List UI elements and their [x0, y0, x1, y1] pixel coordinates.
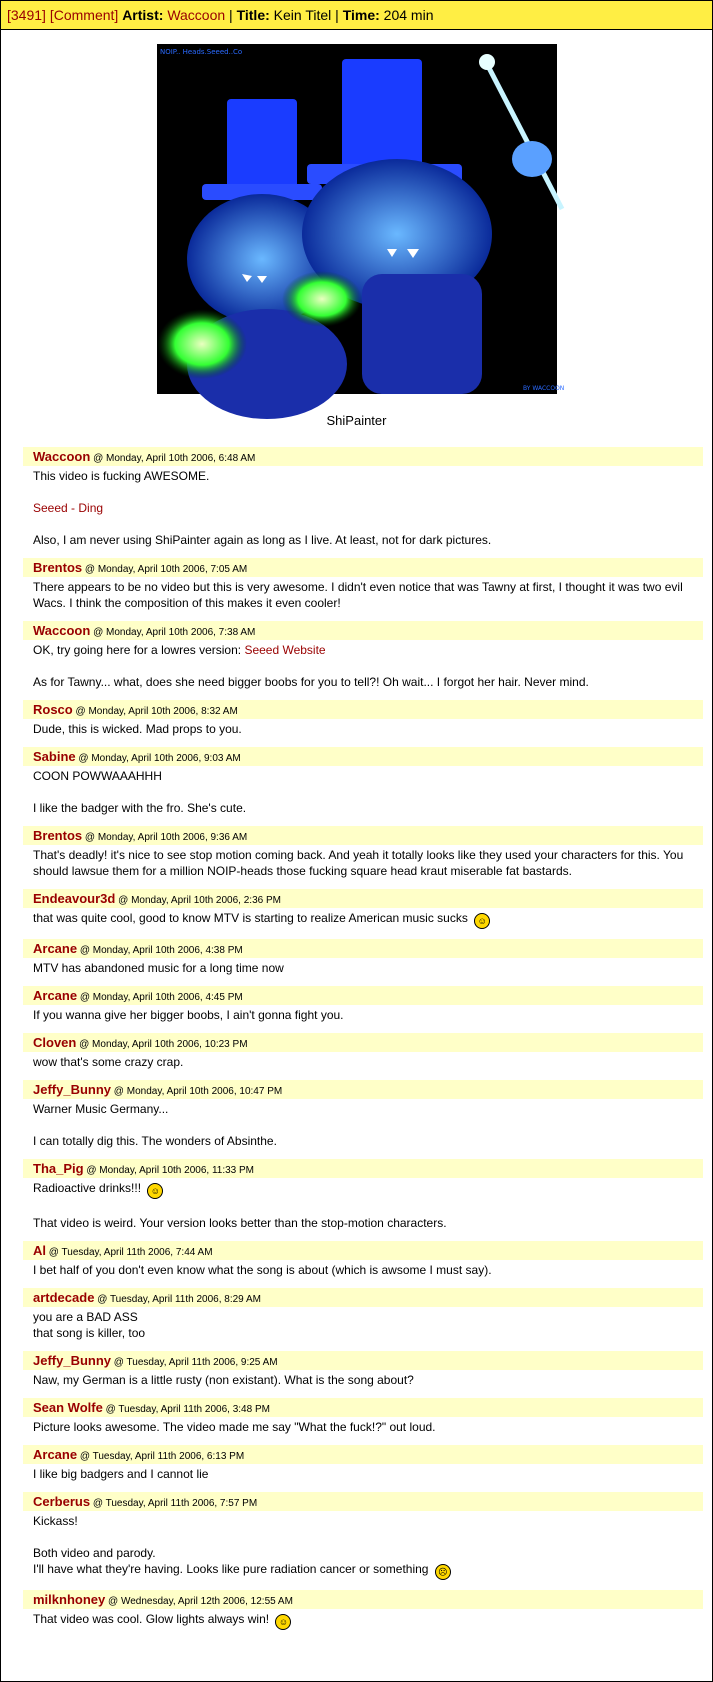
comment-date: @ Monday, April 10th 2006, 7:05 AM [82, 564, 248, 575]
comment-paragraph [33, 1054, 703, 1070]
comment-paragraph [33, 1309, 703, 1341]
comment [23, 621, 703, 696]
comment-text: If you wanna give her bigger boobs, I ain't gonna fight you. [33, 1008, 344, 1022]
comment [23, 1351, 703, 1394]
comment [23, 939, 703, 982]
comment-author[interactable]: Arcane [33, 988, 78, 1003]
comment-body [23, 1178, 703, 1237]
comment-text: you are a BAD ASS [33, 1310, 138, 1324]
comment [23, 1080, 703, 1155]
comment-text: that was quite cool, good to know MTV is starting to realize American music sucks [33, 911, 472, 925]
comment-header [23, 1590, 703, 1609]
comment-paragraph [33, 721, 703, 737]
comment-body [23, 719, 703, 743]
comment-paragraph [33, 1611, 703, 1630]
comment-paragraph [33, 1545, 703, 1580]
artwork-caption: ShiPainter [326, 413, 387, 428]
comment-text: Picture looks awesome. The video made me say "What the fuck!?" out loud. [33, 1420, 436, 1434]
comment-text: That's deadly! it's nice to see stop motion coming back. And yeah it totally looks like they used your characters for this. You should lawsue them for a million NOIP-heads those fucking square head kraut miserable fat bastards. [33, 848, 684, 878]
artist-label: Artist: [122, 7, 164, 23]
comment-paragraph [33, 579, 703, 611]
comment-author[interactable]: Rosco [33, 702, 73, 717]
comment-paragraph [33, 1180, 703, 1199]
smiley-grin-icon: ☺ [275, 1614, 291, 1630]
comment-header [23, 558, 703, 577]
comment [23, 558, 703, 617]
comment-author[interactable]: Sean Wolfe [33, 1400, 103, 1415]
comment-header [23, 1492, 703, 1511]
comment-text: I like the badger with the fro. She's cute. [33, 801, 247, 815]
comment-paragraph [33, 642, 703, 658]
comment-author[interactable]: Endeavour3d [33, 891, 116, 906]
comment-date: @ Monday, April 10th 2006, 11:33 PM [83, 1165, 255, 1176]
comment-body [23, 958, 703, 982]
comment-text: Naw, my German is a little rusty (non existant). What is the song about? [33, 1373, 414, 1387]
comment-body [23, 1307, 703, 1347]
comment-paragraph [33, 468, 703, 484]
comment-text: OK, try going here for a lowres version: [33, 643, 245, 657]
comment-header [23, 889, 703, 908]
comment-date: @ Tuesday, April 11th 2006, 3:48 PM [102, 1404, 270, 1415]
comment-body [23, 1609, 703, 1636]
smiley-grin-icon: ☺ [474, 913, 490, 929]
comment-body [23, 640, 703, 696]
comment-date: @ Tuesday, April 11th 2006, 9:25 AM [111, 1357, 278, 1368]
comment-date: @ Tuesday, April 11th 2006, 7:57 PM [90, 1498, 258, 1509]
comment-paragraph [33, 1419, 703, 1435]
comment-text: I bet half of you don't even know what the song is about (which is awsome I must say). [33, 1263, 492, 1277]
comment-author[interactable]: Arcane [33, 1447, 78, 1462]
comment-text: COON POWWAAAHHH [33, 769, 162, 783]
comment [23, 1398, 703, 1441]
entry-id-link[interactable]: [3491] [7, 7, 46, 23]
time-value: 204 min [383, 7, 434, 23]
comment-text: There appears to be no video but this is very awesome. I didn't even notice that was Tawny at first, I thought it was two evil Wacs. I think the composition of this makes it even cooler! [33, 580, 683, 610]
comment [23, 1033, 703, 1076]
comment [23, 1492, 703, 1586]
comment-text: Both video and parody. [33, 1546, 156, 1560]
comment-author[interactable]: Sabine [33, 749, 76, 764]
comment-header [23, 621, 703, 640]
comment-link[interactable]: Seeed - Ding [33, 501, 104, 515]
comment [23, 986, 703, 1029]
comment [23, 1241, 703, 1284]
comment-header [23, 1159, 703, 1178]
comment-text: Kickass! [33, 1514, 78, 1528]
comment [23, 1445, 703, 1488]
comment-author[interactable]: milknhoney [33, 1592, 106, 1607]
comment-header [23, 1398, 703, 1417]
comment-date: @ Monday, April 10th 2006, 4:38 PM [77, 945, 243, 956]
comment-body [23, 908, 703, 935]
comment-date: @ Monday, April 10th 2006, 9:36 AM [82, 832, 248, 843]
comment-text: This video is fucking AWESOME. [33, 469, 210, 483]
comment-body [23, 577, 703, 617]
comment-header [23, 826, 703, 845]
comment-header [23, 1351, 703, 1370]
comment-author[interactable]: Waccoon [33, 449, 91, 464]
comment-date: @ Tuesday, April 11th 2006, 8:29 AM [94, 1294, 261, 1305]
comment-paragraph [33, 1101, 703, 1117]
comment-paragraph [33, 1466, 703, 1482]
comment-text: I like big badgers and I cannot lie [33, 1467, 209, 1481]
comment-text: Warner Music Germany... [33, 1102, 169, 1116]
comment [23, 826, 703, 885]
comment-header [23, 1080, 703, 1099]
artwork-corner-text: NOIP.. Heads.Seeed..Co [160, 48, 243, 56]
comment-link[interactable]: [Comment] [49, 7, 119, 23]
comment-date: @ Monday, April 10th 2006, 10:47 PM [111, 1086, 283, 1097]
comment-date: @ Monday, April 10th 2006, 6:48 AM [90, 453, 256, 464]
comment-author[interactable]: Brentos [33, 828, 83, 843]
comment [23, 700, 703, 743]
comment-body [23, 1511, 703, 1586]
artwork-illustration [157, 44, 565, 394]
comment-paragraph [33, 847, 703, 879]
comment-paragraph [33, 1215, 703, 1231]
comment-paragraph [33, 500, 703, 516]
comment-author[interactable]: Cerberus [33, 1494, 91, 1509]
comment [23, 447, 703, 554]
comment-list [23, 443, 703, 1636]
comment-body [23, 1370, 703, 1394]
comment-header [23, 1288, 703, 1307]
comment-body [23, 845, 703, 885]
comment-header [23, 939, 703, 958]
comment-paragraph [33, 910, 703, 929]
artist-link[interactable]: Waccoon [167, 7, 226, 23]
comment-body [23, 766, 703, 822]
comment-author[interactable]: artdecade [33, 1290, 95, 1305]
comment-date: @ Monday, April 10th 2006, 8:32 AM [72, 706, 238, 717]
comment-text: As for Tawny... what, does she need bigger boobs for you to tell?! Oh wait... I forgot her hair. Never mind. [33, 675, 589, 689]
artwork-signature: BY WACCOON [523, 385, 565, 392]
comment-author[interactable]: Tha_Pig [33, 1161, 84, 1176]
comment-author[interactable]: Jeffy_Bunny [33, 1353, 112, 1368]
comment-date: @ Tuesday, April 11th 2006, 7:44 AM [46, 1247, 213, 1258]
smiley-dizzy-icon: ☺ [147, 1183, 163, 1199]
comment-date: @ Monday, April 10th 2006, 2:36 PM [115, 895, 281, 906]
comment-paragraph [33, 1513, 703, 1529]
header-bar: [3491] [Comment] Artist: Waccoon | Title: Kein Titel | Time: 204 min [1, 1, 712, 30]
comment-date: @ Monday, April 10th 2006, 10:23 PM [76, 1039, 248, 1050]
comment [23, 1590, 703, 1636]
comment-body [23, 1464, 703, 1488]
comment-paragraph [33, 1007, 703, 1023]
comment-paragraph [33, 1133, 703, 1149]
comment-paragraph [33, 532, 703, 548]
comment-date: @ Tuesday, April 11th 2006, 6:13 PM [77, 1451, 245, 1462]
comment-author[interactable]: Arcane [33, 941, 78, 956]
comment-link[interactable]: Seeed Website [244, 643, 326, 657]
comment-date: @ Monday, April 10th 2006, 4:45 PM [77, 992, 243, 1003]
comment-author[interactable]: Jeffy_Bunny [33, 1082, 112, 1097]
comment [23, 747, 703, 822]
comment-body [23, 1099, 703, 1155]
comment-text: MTV has abandoned music for a long time now [33, 961, 284, 975]
comment-header [23, 700, 703, 719]
title-value: Kein Titel [273, 7, 332, 23]
comment-body [23, 1417, 703, 1441]
comment-body [23, 1005, 703, 1029]
comment-text: that song is killer, too [33, 1326, 146, 1340]
comment-text: Radioactive drinks!!! [33, 1181, 145, 1195]
comment-body [23, 466, 703, 554]
comment-text: That video was cool. Glow lights always win! [33, 1612, 273, 1626]
comment-date: @ Wednesday, April 12th 2006, 12:55 AM [105, 1596, 293, 1607]
comment-date: @ Monday, April 10th 2006, 7:38 AM [90, 627, 256, 638]
comment-body [23, 1052, 703, 1076]
comment [23, 889, 703, 935]
comment-text: I'll have what they're having. Looks like pure radiation cancer or something [33, 1562, 432, 1576]
smiley-sad-icon: ☹ [435, 1564, 451, 1580]
comment-header [23, 1241, 703, 1260]
comment-header [23, 747, 703, 766]
comment-paragraph [33, 768, 703, 784]
comment-paragraph [33, 800, 703, 816]
comment-author[interactable]: Cloven [33, 1035, 77, 1050]
comment [23, 1288, 703, 1347]
comment-body [23, 1260, 703, 1284]
comment-paragraph [33, 1262, 703, 1278]
comment-header [23, 986, 703, 1005]
comment-paragraph [33, 960, 703, 976]
comment-text: Dude, this is wicked. Mad props to you. [33, 722, 242, 736]
comment-paragraph [33, 674, 703, 690]
comment-text: wow that's some crazy crap. [33, 1055, 184, 1069]
comment-text: Also, I am never using ShiPainter again as long as I live. At least, not for dark pictures. [33, 533, 492, 547]
comment-text: That video is weird. Your version looks better than the stop-motion characters. [33, 1216, 447, 1230]
comment-author[interactable]: Al [33, 1243, 46, 1258]
artwork-image[interactable] [157, 44, 565, 394]
comment-date: @ Monday, April 10th 2006, 9:03 AM [75, 753, 241, 764]
comment-text: I can totally dig this. The wonders of Absinthe. [33, 1134, 277, 1148]
title-label: Title: [236, 7, 270, 23]
comment-header [23, 1033, 703, 1052]
comment-header [23, 1445, 703, 1464]
comment-author[interactable]: Brentos [33, 560, 83, 575]
comment-paragraph [33, 1372, 703, 1388]
time-label: Time: [342, 7, 380, 23]
comment-author[interactable]: Waccoon [33, 623, 91, 638]
comment-header [23, 447, 703, 466]
comment [23, 1159, 703, 1237]
